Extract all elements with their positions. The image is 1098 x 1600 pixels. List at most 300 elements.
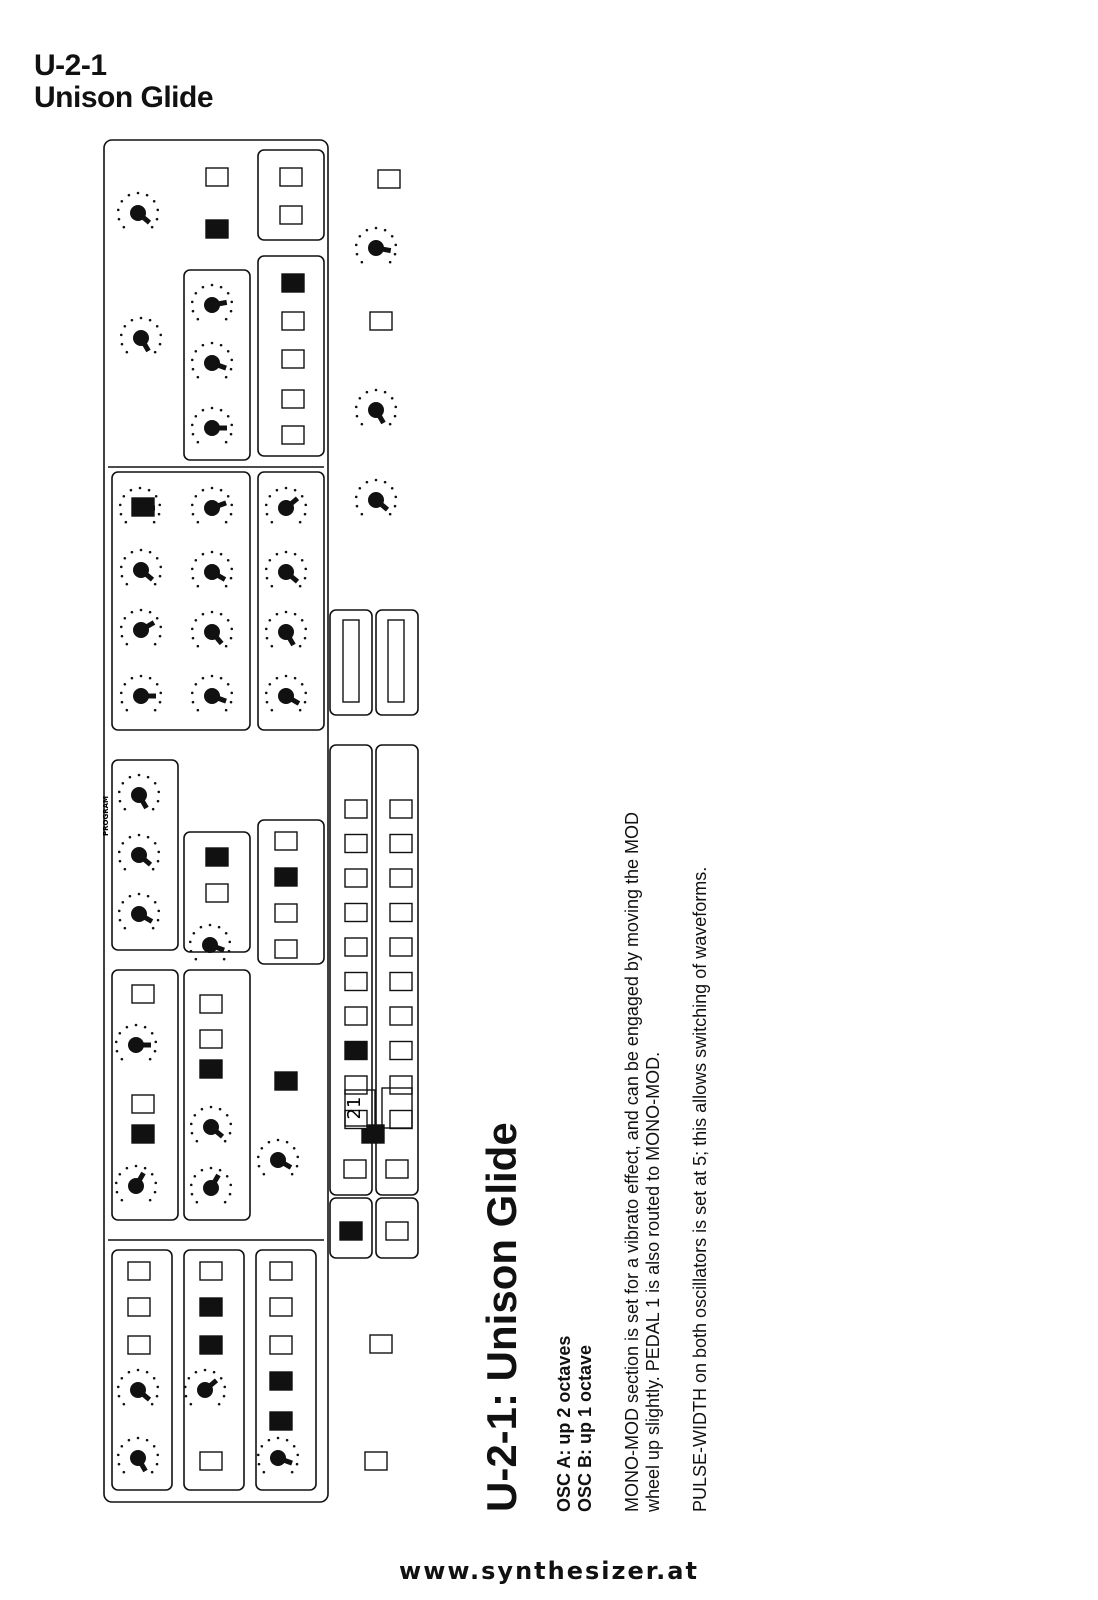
knob-tick xyxy=(195,350,198,353)
knob-tick xyxy=(157,919,160,922)
knob xyxy=(118,774,160,811)
knob-tick xyxy=(126,351,129,354)
knob-tick xyxy=(230,301,233,304)
knob-tick xyxy=(263,1173,266,1176)
knob-tick xyxy=(269,495,272,498)
panel-switch xyxy=(206,884,228,902)
knob-tick xyxy=(266,637,269,640)
knob-tick xyxy=(140,549,143,552)
knob xyxy=(120,609,162,646)
knob-tick xyxy=(126,709,129,712)
knob-tick xyxy=(394,415,397,418)
knob-tick xyxy=(124,557,127,560)
knob-tick xyxy=(140,675,143,678)
knob-tick xyxy=(202,553,205,556)
knob-tick xyxy=(156,557,159,560)
program-label: PROGRAM xyxy=(102,796,110,836)
knob-tick xyxy=(391,235,394,238)
knob xyxy=(191,487,233,524)
knob-tick xyxy=(197,709,200,712)
knob-tick xyxy=(128,1439,131,1442)
knob-tick xyxy=(126,643,129,646)
knob xyxy=(115,1024,157,1061)
knob-tick xyxy=(121,1058,124,1061)
panel-switch xyxy=(275,832,297,850)
panel-switch xyxy=(390,973,412,991)
knob-tick xyxy=(154,643,157,646)
panel-switch xyxy=(275,868,297,886)
knob-tick xyxy=(153,1445,156,1448)
knob-tick xyxy=(191,504,194,507)
knob-tick xyxy=(301,559,304,562)
display-upper xyxy=(330,610,372,715)
knob-tick xyxy=(296,1165,299,1168)
panel-switch xyxy=(128,1298,150,1316)
knob-tick xyxy=(261,1147,264,1150)
panel-switch xyxy=(275,904,297,922)
osc-a-setting: OSC A: up 2 octaves xyxy=(554,1335,574,1512)
panel-switch xyxy=(206,220,228,238)
knob-tick xyxy=(156,1395,159,1398)
knob-tick xyxy=(265,692,268,695)
knob-tick xyxy=(230,701,233,704)
knob-tick xyxy=(191,359,194,362)
display-slot-lower xyxy=(388,620,404,702)
knob-tick xyxy=(219,1108,222,1111)
panel-switch xyxy=(345,938,367,956)
knob-tick xyxy=(304,628,307,631)
knob-tick xyxy=(137,1437,140,1440)
panel-switch xyxy=(270,1336,292,1354)
knob-tick xyxy=(227,495,230,498)
knob-tick xyxy=(156,218,159,221)
knob-tick xyxy=(220,1377,223,1380)
panel-switch xyxy=(132,1095,154,1113)
knob-tick xyxy=(121,575,124,578)
knob-tick xyxy=(190,950,193,953)
knob-tick xyxy=(128,1371,131,1374)
knob-tick xyxy=(225,709,228,712)
knob-tick xyxy=(201,1108,204,1111)
knob-tick xyxy=(131,611,134,614)
panel-switch xyxy=(200,1262,222,1280)
knob xyxy=(265,611,307,648)
knob-tick xyxy=(220,553,223,556)
knob-tick xyxy=(149,1199,152,1202)
knob-tick xyxy=(195,292,198,295)
knob xyxy=(257,1437,299,1474)
knob-tick xyxy=(271,521,274,524)
knob-tick xyxy=(265,504,268,507)
panel-switch xyxy=(378,170,400,188)
knob-tick xyxy=(210,1167,213,1170)
knob-tick xyxy=(366,229,369,232)
knob-tick xyxy=(121,343,124,346)
knob-tick xyxy=(131,677,134,680)
knob-tick xyxy=(230,504,233,507)
patch-title: U-2-1: Unison Glide xyxy=(478,1122,525,1512)
panel-switch xyxy=(390,1042,412,1060)
knob-tick xyxy=(225,932,228,935)
panel-frames xyxy=(104,140,418,1502)
panel-switch xyxy=(390,800,412,818)
knob-tick xyxy=(355,406,358,409)
panel-switch xyxy=(365,1452,387,1470)
knob-tick xyxy=(277,1437,280,1440)
knob-tick xyxy=(225,318,228,321)
knob-tick xyxy=(149,677,152,680)
knob-tick xyxy=(157,791,160,794)
knob-tick xyxy=(366,391,369,394)
knob-tick xyxy=(149,319,152,322)
knob-tick xyxy=(202,344,205,347)
knob-tick xyxy=(225,521,228,524)
knob-tick xyxy=(129,895,132,898)
knob-tick xyxy=(115,1041,118,1044)
knob-tick xyxy=(118,791,121,794)
knob-tick xyxy=(258,1463,261,1466)
panel-switch xyxy=(128,1336,150,1354)
knob-tick xyxy=(228,950,231,953)
knob-tick xyxy=(144,1167,147,1170)
knob-tick xyxy=(257,1454,260,1457)
knob-tick xyxy=(129,836,132,839)
knob-tick xyxy=(197,585,200,588)
knob-tick xyxy=(263,1471,266,1474)
knob-tick xyxy=(147,836,150,839)
panel-switch xyxy=(345,800,367,818)
knob-tick xyxy=(223,958,226,961)
knob-tick xyxy=(229,1123,232,1126)
knob-tick xyxy=(301,495,304,498)
knob-tick xyxy=(220,409,223,412)
knob-tick xyxy=(191,692,194,695)
knob-tick xyxy=(159,575,162,578)
knob-tick xyxy=(394,244,397,247)
knob-tick xyxy=(296,1463,299,1466)
knob-tick xyxy=(375,389,378,392)
knob-tick xyxy=(138,834,141,837)
knob-tick xyxy=(153,1377,156,1380)
knob-tick xyxy=(211,551,214,554)
knob-tick xyxy=(296,1156,299,1159)
knob-tick xyxy=(227,683,230,686)
panel-switch xyxy=(270,1372,292,1390)
knob-tick xyxy=(122,842,125,845)
knob-tick xyxy=(146,194,149,197)
knob-tick xyxy=(389,423,392,426)
knob-tick xyxy=(261,1445,264,1448)
knob-tick xyxy=(211,284,214,287)
knob-tick xyxy=(135,1024,138,1027)
knob-tick xyxy=(230,637,233,640)
knob-tick xyxy=(156,617,159,620)
knob-tick xyxy=(195,415,198,418)
knob-tick xyxy=(366,481,369,484)
knob-tick xyxy=(197,441,200,444)
knob-tick xyxy=(159,343,162,346)
knob-tick xyxy=(152,927,155,930)
knob-tick xyxy=(211,611,214,614)
knob-tick xyxy=(195,683,198,686)
knob-tick xyxy=(230,433,233,436)
knob-tick xyxy=(119,1032,122,1035)
knob-tick xyxy=(228,941,231,944)
panel-switch xyxy=(270,1262,292,1280)
knob-tick xyxy=(148,489,151,492)
knob-tick xyxy=(223,1395,226,1398)
knob xyxy=(257,1139,299,1176)
knob-tick xyxy=(191,568,194,571)
panel-switch xyxy=(345,1076,367,1094)
knob-tick xyxy=(118,1463,121,1466)
knob-tick xyxy=(118,218,121,221)
knob-tick xyxy=(304,513,307,516)
knob-tick xyxy=(227,559,230,562)
knob-tick xyxy=(304,504,307,507)
knob-tick xyxy=(189,941,192,944)
knob-tick xyxy=(131,319,134,322)
knob-tick xyxy=(375,479,378,482)
switches-layer xyxy=(128,168,412,1470)
knob-tick xyxy=(191,424,194,427)
knob-tick xyxy=(193,932,196,935)
knob-tick xyxy=(211,675,214,678)
knob-tick xyxy=(210,1106,213,1109)
panel-switch xyxy=(128,1262,150,1280)
mono-mod-group xyxy=(256,1250,316,1490)
knob-tick xyxy=(276,489,279,492)
knob-tick xyxy=(121,200,124,203)
knob-tick xyxy=(218,1403,221,1406)
knob-tick xyxy=(211,407,214,410)
knob-tick xyxy=(211,342,214,345)
knob-tick xyxy=(151,1403,154,1406)
knob-tick xyxy=(394,406,397,409)
osc-settings xyxy=(554,812,596,1512)
knob-tick xyxy=(121,1445,124,1448)
panel-switch xyxy=(282,312,304,330)
knob-tick xyxy=(195,958,198,961)
knob-tick xyxy=(394,496,397,499)
panel-switch xyxy=(345,1042,367,1060)
knob-tick xyxy=(120,692,123,695)
knob-tick xyxy=(389,513,392,516)
knob-tick xyxy=(227,350,230,353)
knob-tick xyxy=(268,1141,271,1144)
knob-tick xyxy=(191,1193,194,1196)
knob-tick xyxy=(126,1026,129,1029)
knob-tick xyxy=(153,521,156,524)
knob-tick xyxy=(115,1182,118,1185)
knob-tick xyxy=(294,489,297,492)
knob-tick xyxy=(158,513,161,516)
knob-tick xyxy=(125,521,128,524)
knob xyxy=(115,1165,157,1202)
knob-tick xyxy=(304,692,307,695)
panel-switch xyxy=(340,1222,362,1240)
knob-tick xyxy=(299,709,302,712)
panel-switch xyxy=(200,1030,222,1048)
panel-switch xyxy=(200,1298,222,1316)
panel-switch xyxy=(282,274,304,292)
knob-tick xyxy=(286,1141,289,1144)
knob-tick xyxy=(154,1182,157,1185)
knob-tick xyxy=(154,1191,157,1194)
knob-tick xyxy=(359,487,362,490)
knob-tick xyxy=(230,628,233,631)
panel-switch xyxy=(390,904,412,922)
knob-tick xyxy=(159,635,162,638)
knob-tick xyxy=(124,617,127,620)
knob-tick xyxy=(197,521,200,524)
display-lower xyxy=(376,610,418,715)
knob xyxy=(118,893,160,930)
knob-tick xyxy=(117,1454,120,1457)
knob-tick xyxy=(121,1377,124,1380)
knob xyxy=(117,192,159,229)
knob-tick xyxy=(266,701,269,704)
knob-tick xyxy=(230,692,233,695)
knob-tick xyxy=(384,391,387,394)
knob-tick xyxy=(128,194,131,197)
knob-tick xyxy=(146,1371,149,1374)
knob-tick xyxy=(359,235,362,238)
knob-tick xyxy=(149,551,152,554)
knob-tick xyxy=(265,628,268,631)
knob-tick xyxy=(121,701,124,704)
panel-switch xyxy=(282,426,304,444)
knob-tick xyxy=(118,1395,121,1398)
panel-switch xyxy=(132,985,154,1003)
knob-tick xyxy=(220,286,223,289)
knob xyxy=(191,611,233,648)
knob-tick xyxy=(124,927,127,930)
knob-tick xyxy=(202,409,205,412)
knob-tick xyxy=(271,645,274,648)
knob-tick xyxy=(220,613,223,616)
knob-tick xyxy=(224,1140,227,1143)
knob-tick xyxy=(194,1114,197,1117)
knob-tick xyxy=(285,551,288,554)
knob-tick xyxy=(121,1199,124,1202)
knob-tick xyxy=(197,645,200,648)
knob-tick xyxy=(117,1386,120,1389)
knob xyxy=(355,227,397,264)
patch-code: U-2-1 xyxy=(34,49,107,82)
knob-tick xyxy=(202,613,205,616)
knob-tick xyxy=(223,1386,226,1389)
knob-tick xyxy=(159,692,162,695)
knob-tick xyxy=(144,1026,147,1029)
panel-switch xyxy=(370,1335,392,1353)
knob-tick xyxy=(156,325,159,328)
knob-tick xyxy=(196,1201,199,1204)
panel-switch xyxy=(390,835,412,853)
knob-tick xyxy=(121,635,124,638)
knob-tick xyxy=(229,1132,232,1135)
knob xyxy=(120,549,162,586)
knob-tick xyxy=(120,334,123,337)
knob-tick xyxy=(154,901,157,904)
knob-tick xyxy=(201,1169,204,1172)
knob xyxy=(190,1106,232,1143)
panel-switch xyxy=(345,1007,367,1025)
knob-tick xyxy=(257,1156,260,1159)
knob-tick xyxy=(159,566,162,569)
knob-tick xyxy=(304,577,307,580)
description-paragraph-2: PULSE-WIDTH on both oscillators is set at 5; this allows switching of waveforms. xyxy=(690,866,710,1512)
knob-tick xyxy=(120,513,123,516)
panel-switch xyxy=(282,390,304,408)
knob-tick xyxy=(277,1139,280,1142)
knob-tick xyxy=(219,1169,222,1172)
knob-tick xyxy=(204,1369,207,1372)
knob-tick xyxy=(154,709,157,712)
knob-tick xyxy=(394,505,397,508)
knob-tick xyxy=(197,318,200,321)
knob-tick xyxy=(149,1058,152,1061)
knob xyxy=(191,284,233,321)
knob-tick xyxy=(361,513,364,516)
knob xyxy=(191,551,233,588)
knob-tick xyxy=(146,1439,149,1442)
knob-tick xyxy=(301,683,304,686)
knob-tick xyxy=(192,310,195,313)
knob-tick xyxy=(119,1173,122,1176)
pedal-2-group xyxy=(258,150,324,240)
knob-tick xyxy=(195,1371,198,1374)
panel-switch xyxy=(282,350,304,368)
knob-tick xyxy=(151,1471,154,1474)
knob xyxy=(191,342,233,379)
knob-tick xyxy=(123,1403,126,1406)
footer-url: www.synthesizer.at xyxy=(399,1557,699,1585)
knob-tick xyxy=(195,495,198,498)
knob xyxy=(265,487,307,524)
knob-tick xyxy=(269,619,272,622)
knob-tick xyxy=(230,577,233,580)
knob xyxy=(190,1167,232,1204)
knob-tick xyxy=(299,521,302,524)
knob-tick xyxy=(119,919,122,922)
knob-tick xyxy=(151,1173,154,1176)
knob-tick xyxy=(123,226,126,229)
knob-tick xyxy=(285,611,288,614)
knob-tick xyxy=(135,1165,138,1168)
knob-tick xyxy=(159,626,162,629)
knob-tick xyxy=(269,683,272,686)
knob-tick xyxy=(285,675,288,678)
knob-tick xyxy=(225,585,228,588)
knob-tick xyxy=(258,1165,261,1168)
panel-switch xyxy=(132,1125,154,1143)
knob-tick xyxy=(149,611,152,614)
knob-tick xyxy=(124,683,127,686)
knob-tick xyxy=(147,776,150,779)
knob xyxy=(117,1369,159,1406)
knob-tick xyxy=(126,583,129,586)
knob-tick xyxy=(202,286,205,289)
panel-switch xyxy=(270,1412,292,1430)
knob-tick xyxy=(191,301,194,304)
knob-tick xyxy=(293,1147,296,1150)
knob-tick xyxy=(271,709,274,712)
knob-tick xyxy=(190,1184,193,1187)
knob-tick xyxy=(124,868,127,871)
panel-switch xyxy=(345,973,367,991)
knob-tick xyxy=(154,842,157,845)
